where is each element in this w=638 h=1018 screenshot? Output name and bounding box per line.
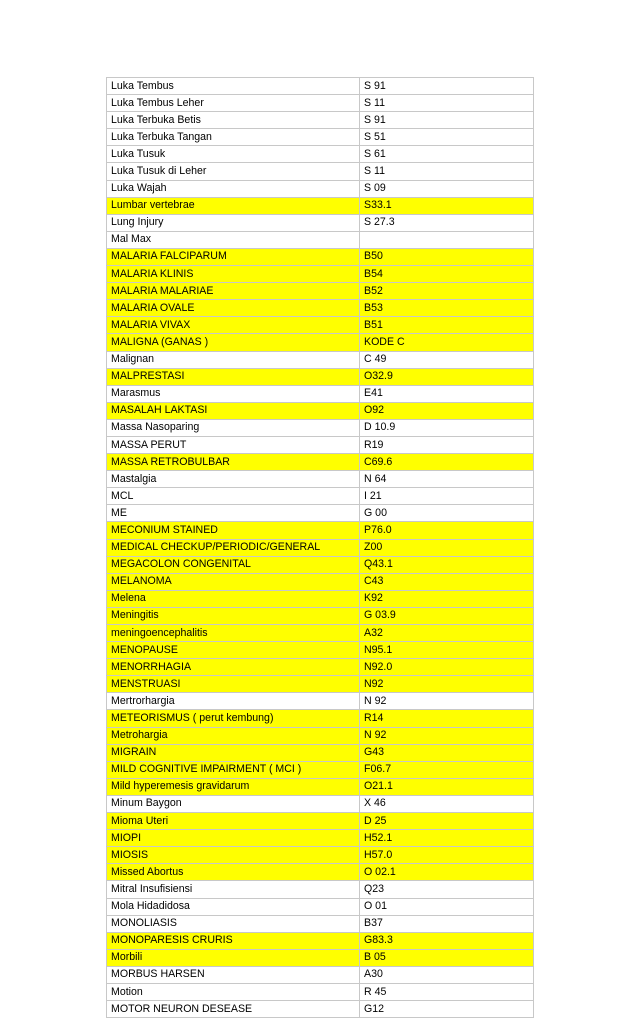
table-row xyxy=(107,368,534,385)
diagnosis-code: S 51 xyxy=(360,129,534,146)
diagnosis-code: N 92 xyxy=(360,727,534,744)
diagnosis-code: N 92 xyxy=(360,693,534,710)
table-row xyxy=(107,710,534,727)
table-row xyxy=(107,436,534,453)
table-row xyxy=(107,744,534,761)
table-row xyxy=(107,351,534,368)
table-row xyxy=(107,78,534,95)
table-row xyxy=(107,881,534,898)
diagnosis-term: MASSA RETROBULBAR xyxy=(107,454,360,471)
diagnosis-code: B53 xyxy=(360,300,534,317)
diagnosis-term: ME xyxy=(107,505,360,522)
diagnosis-term: Luka Terbuka Betis xyxy=(107,112,360,129)
diagnosis-term: MEGACOLON CONGENITAL xyxy=(107,556,360,573)
diagnosis-code: O 02.1 xyxy=(360,864,534,881)
diagnosis-code: G83.3 xyxy=(360,932,534,949)
diagnosis-term: Mioma Uteri xyxy=(107,813,360,830)
table-row xyxy=(107,402,534,419)
diagnosis-term: Motion xyxy=(107,983,360,1000)
table-row xyxy=(107,248,534,265)
table-row xyxy=(107,590,534,607)
table-row xyxy=(107,283,534,300)
table-row xyxy=(107,95,534,112)
diagnosis-term: Massa Nasoparing xyxy=(107,419,360,436)
table-row xyxy=(107,419,534,436)
table-row xyxy=(107,693,534,710)
diagnosis-term: Mertrorhargia xyxy=(107,693,360,710)
table-row xyxy=(107,317,534,334)
diagnosis-term: Luka Tembus xyxy=(107,78,360,95)
diagnosis-term: MONOPARESIS CRURIS xyxy=(107,932,360,949)
diagnosis-code: Z00 xyxy=(360,539,534,556)
diagnosis-code: S 09 xyxy=(360,180,534,197)
diagnosis-term: MORBUS HARSEN xyxy=(107,966,360,983)
table-row xyxy=(107,1001,534,1018)
diagnosis-term: Mitral Insufisiensi xyxy=(107,881,360,898)
diagnosis-term: MECONIUM STAINED xyxy=(107,522,360,539)
diagnosis-term: Luka Terbuka Tangan xyxy=(107,129,360,146)
table-row xyxy=(107,163,534,180)
diagnosis-term: MONOLIASIS xyxy=(107,915,360,932)
table-row xyxy=(107,334,534,351)
diagnosis-term: MENORRHAGIA xyxy=(107,659,360,676)
table-row xyxy=(107,983,534,1000)
table-row xyxy=(107,727,534,744)
diagnosis-code: S 11 xyxy=(360,163,534,180)
diagnosis-term: Minum Baygon xyxy=(107,795,360,812)
diagnosis-code: S 61 xyxy=(360,146,534,163)
diagnosis-code: KODE C xyxy=(360,334,534,351)
diagnosis-term: Mild hyperemesis gravidarum xyxy=(107,778,360,795)
diagnosis-code: G12 xyxy=(360,1001,534,1018)
diagnosis-term: MALARIA MALARIAE xyxy=(107,283,360,300)
table-row xyxy=(107,573,534,590)
diagnosis-code: A32 xyxy=(360,625,534,642)
diagnosis-term: Mal Max xyxy=(107,231,360,248)
diagnosis-term: MALIGNA (GANAS ) xyxy=(107,334,360,351)
diagnosis-term: MENOPAUSE xyxy=(107,642,360,659)
diagnosis-code: N 64 xyxy=(360,471,534,488)
diagnosis-code: B50 xyxy=(360,248,534,265)
table-row xyxy=(107,795,534,812)
diagnosis-term: MIOSIS xyxy=(107,847,360,864)
diagnosis-code: C 49 xyxy=(360,351,534,368)
diagnosis-term: MASALAH LAKTASI xyxy=(107,402,360,419)
diagnosis-code: H57.0 xyxy=(360,847,534,864)
diagnosis-term: Luka Tusuk xyxy=(107,146,360,163)
diagnosis-term: Lung Injury xyxy=(107,214,360,231)
diagnosis-term: MENSTRUASI xyxy=(107,676,360,693)
diagnosis-code: Q23 xyxy=(360,881,534,898)
diagnosis-code: B52 xyxy=(360,283,534,300)
table-row xyxy=(107,915,534,932)
diagnosis-code: R19 xyxy=(360,436,534,453)
diagnosis-code: G43 xyxy=(360,744,534,761)
table-row xyxy=(107,864,534,881)
table-row xyxy=(107,112,534,129)
diagnosis-code: N92 xyxy=(360,676,534,693)
table-row xyxy=(107,642,534,659)
diagnosis-code: O92 xyxy=(360,402,534,419)
diagnosis-term: Metrohargia xyxy=(107,727,360,744)
table-row xyxy=(107,266,534,283)
diagnosis-code xyxy=(360,231,534,248)
diagnosis-term: MALARIA OVALE xyxy=(107,300,360,317)
table-row xyxy=(107,966,534,983)
table-row xyxy=(107,129,534,146)
diagnosis-code: D 25 xyxy=(360,813,534,830)
diagnosis-term: MIOPI xyxy=(107,830,360,847)
diagnosis-code: B 05 xyxy=(360,949,534,966)
diagnosis-code: N95.1 xyxy=(360,642,534,659)
table-row xyxy=(107,522,534,539)
diagnosis-code: A30 xyxy=(360,966,534,983)
diagnosis-term: Luka Wajah xyxy=(107,180,360,197)
diagnosis-code: R14 xyxy=(360,710,534,727)
table-row xyxy=(107,454,534,471)
diagnosis-term: Mola Hidadidosa xyxy=(107,898,360,915)
table-row xyxy=(107,830,534,847)
table-row xyxy=(107,556,534,573)
table-row xyxy=(107,932,534,949)
diagnosis-code: O32.9 xyxy=(360,368,534,385)
table-row xyxy=(107,488,534,505)
diagnosis-term: Morbili xyxy=(107,949,360,966)
table-row xyxy=(107,607,534,624)
table-row xyxy=(107,300,534,317)
diagnosis-term: Luka Tembus Leher xyxy=(107,95,360,112)
diagnosis-term: MOTOR NEURON DESEASE xyxy=(107,1001,360,1018)
diagnosis-code: K92 xyxy=(360,590,534,607)
diagnosis-term: MILD COGNITIVE IMPAIRMENT ( MCI ) xyxy=(107,761,360,778)
diagnosis-term: Meningitis xyxy=(107,607,360,624)
diagnosis-term: MIGRAIN xyxy=(107,744,360,761)
diagnosis-term: Melena xyxy=(107,590,360,607)
diagnosis-term: Missed Abortus xyxy=(107,864,360,881)
table-row xyxy=(107,180,534,197)
diagnosis-code: S 91 xyxy=(360,78,534,95)
diagnosis-code: S 27.3 xyxy=(360,214,534,231)
diagnosis-code: G 00 xyxy=(360,505,534,522)
table-row xyxy=(107,214,534,231)
diagnosis-code: C69.6 xyxy=(360,454,534,471)
diagnosis-code: P76.0 xyxy=(360,522,534,539)
table-row xyxy=(107,146,534,163)
diagnosis-code: O 01 xyxy=(360,898,534,915)
diagnosis-code: D 10.9 xyxy=(360,419,534,436)
diagnosis-code: N92.0 xyxy=(360,659,534,676)
diagnosis-term: MALARIA KLINIS xyxy=(107,266,360,283)
table-row xyxy=(107,949,534,966)
diagnosis-code: S 11 xyxy=(360,95,534,112)
diagnosis-code: E41 xyxy=(360,385,534,402)
diagnosis-code: S33.1 xyxy=(360,197,534,214)
table-row xyxy=(107,778,534,795)
table-row xyxy=(107,676,534,693)
diagnosis-term: Luka Tusuk di Leher xyxy=(107,163,360,180)
table-row xyxy=(107,761,534,778)
diagnosis-term: MEDICAL CHECKUP/PERIODIC/GENERAL xyxy=(107,539,360,556)
diagnosis-code: X 46 xyxy=(360,795,534,812)
diagnosis-code: R 45 xyxy=(360,983,534,1000)
table-row xyxy=(107,659,534,676)
table-row xyxy=(107,231,534,248)
table-row xyxy=(107,625,534,642)
diagnosis-code: G 03.9 xyxy=(360,607,534,624)
diagnosis-code: I 21 xyxy=(360,488,534,505)
diagnosis-term: METEORISMUS ( perut kembung) xyxy=(107,710,360,727)
diagnosis-code: B54 xyxy=(360,266,534,283)
diagnosis-term: MALARIA FALCIPARUM xyxy=(107,248,360,265)
diagnosis-code: B51 xyxy=(360,317,534,334)
table-row xyxy=(107,539,534,556)
diagnosis-term: Mastalgia xyxy=(107,471,360,488)
diagnosis-code: H52.1 xyxy=(360,830,534,847)
diagnosis-term: Marasmus xyxy=(107,385,360,402)
table-row xyxy=(107,385,534,402)
diagnosis-term: Malignan xyxy=(107,351,360,368)
table-row xyxy=(107,813,534,830)
table-row xyxy=(107,898,534,915)
table-row xyxy=(107,847,534,864)
table-body xyxy=(107,78,534,1018)
diagnosis-term: MALPRESTASI xyxy=(107,368,360,385)
diagnosis-code: Q43.1 xyxy=(360,556,534,573)
diagnosis-code: C43 xyxy=(360,573,534,590)
diagnosis-term: meningoencephalitis xyxy=(107,625,360,642)
diagnosis-term: Lumbar vertebrae xyxy=(107,197,360,214)
diagnosis-term: MELANOMA xyxy=(107,573,360,590)
table-row xyxy=(107,505,534,522)
diagnosis-code: F06.7 xyxy=(360,761,534,778)
table-row xyxy=(107,197,534,214)
diagnosis-code-table xyxy=(106,77,534,1018)
diagnosis-term: MCL xyxy=(107,488,360,505)
diagnosis-code: S 91 xyxy=(360,112,534,129)
diagnosis-code: B37 xyxy=(360,915,534,932)
diagnosis-term: MALARIA VIVAX xyxy=(107,317,360,334)
diagnosis-term: MASSA PERUT xyxy=(107,436,360,453)
table-row xyxy=(107,471,534,488)
diagnosis-code: O21.1 xyxy=(360,778,534,795)
